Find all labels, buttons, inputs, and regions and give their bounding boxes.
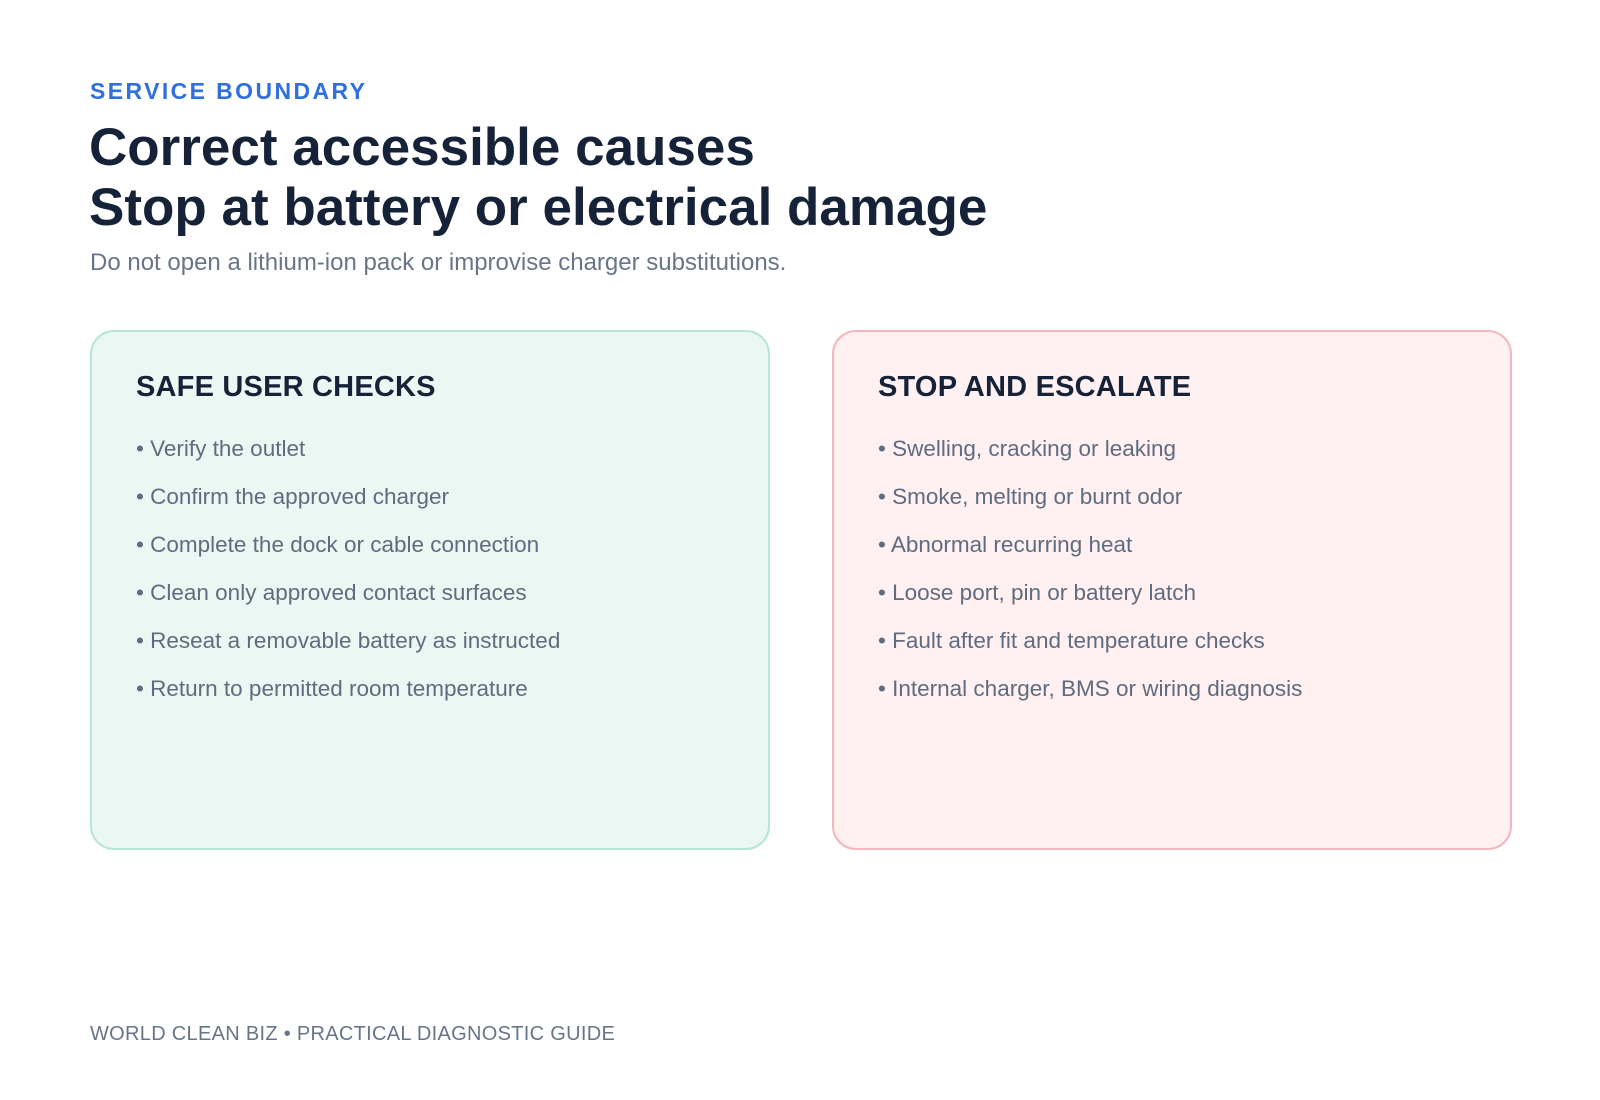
list-item: • Complete the dock or cable connection (136, 532, 540, 557)
list-item: • Confirm the approved charger (136, 484, 450, 509)
footer-text: WORLD CLEAN BIZ • PRACTICAL DIAGNOSTIC GUIDE (90, 1023, 616, 1045)
list-item: • Swelling, cracking or leaking (878, 436, 1177, 461)
title-line-1: Correct accessible causes (89, 118, 755, 177)
escalation-list (878, 434, 1466, 704)
page-subtitle: Do not open a lithium-ion pack or improvise charger substitutions. (90, 249, 787, 276)
list-item: • Reseat a removable battery as instructed (136, 628, 561, 653)
safe-card-title: SAFE USER CHECKS (136, 371, 436, 403)
page-title (89, 118, 987, 238)
list-item: • Internal charger, BMS or wiring diagnosis (878, 676, 1303, 701)
list-item: • Return to permitted room temperature (136, 676, 528, 701)
stop-and-escalate-card (832, 330, 1512, 850)
list-item: • Clean only approved contact surfaces (136, 580, 527, 605)
list-item: • Fault after fit and temperature checks (878, 628, 1265, 653)
list-item: • Abnormal recurring heat (878, 532, 1133, 557)
safe-user-checks-card (90, 330, 770, 850)
eyebrow-label: SERVICE BOUNDARY (90, 78, 368, 104)
list-item: • Verify the outlet (136, 436, 306, 461)
list-item: • Smoke, melting or burnt odor (878, 484, 1183, 509)
safe-checks-list (136, 434, 724, 704)
list-item: • Loose port, pin or battery latch (878, 580, 1197, 605)
title-line-2: Stop at battery or electrical damage (89, 178, 988, 237)
stop-card-title: STOP AND ESCALATE (878, 371, 1192, 403)
